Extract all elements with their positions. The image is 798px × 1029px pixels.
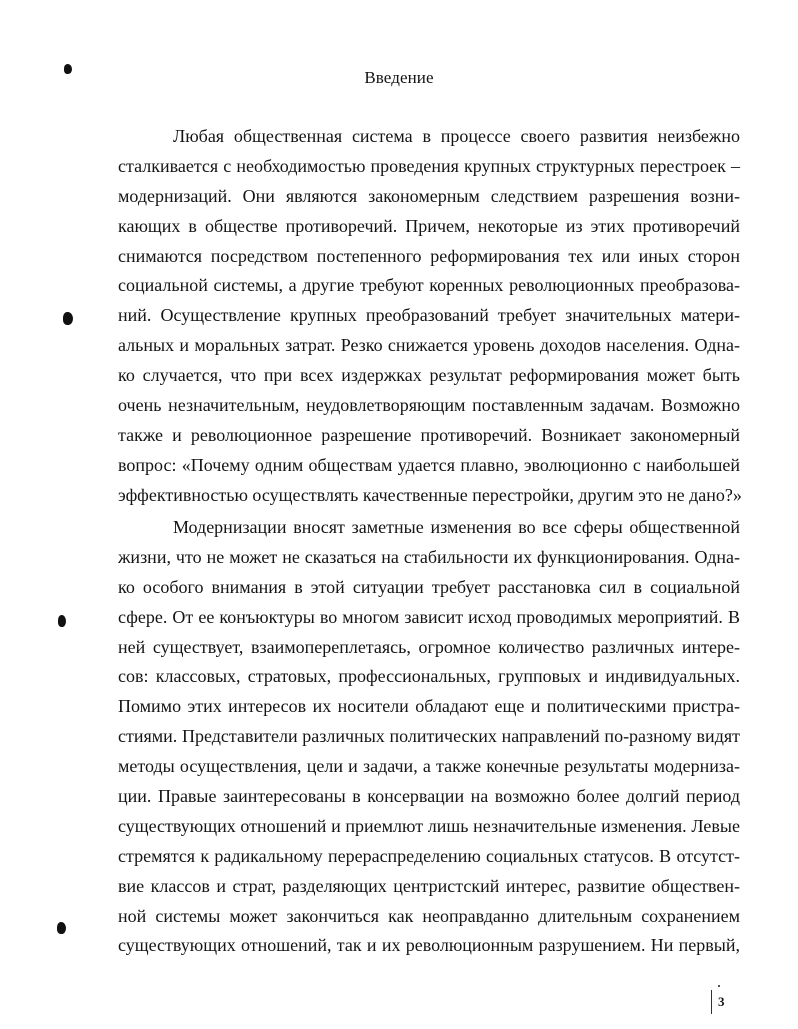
page-number: 3 <box>711 990 725 1014</box>
text-line: существующих отношений, так и их революционным разрушением. Ни первый, <box>118 935 740 956</box>
text-line: сталкивается с необходимостью проведения крупных структурных перестроек – <box>118 155 740 176</box>
text-line: вие классов и страт, разделяющих центристский интерес, развитие обществен- <box>118 875 740 896</box>
punch-hole-mark <box>58 615 66 627</box>
scan-speck <box>718 985 720 987</box>
text-line: кающих в обществе противоречий. Причем, некоторые из этих противоречий <box>118 215 740 236</box>
text-line: ний. Осуществление крупных преобразований требует значительных матери- <box>118 305 740 326</box>
text-line: ной системы может закончиться как неоправданно длительным сохранением <box>118 905 740 926</box>
text-line: ко случается, что при всех издержках результат реформирования может быть <box>118 365 740 386</box>
text-line: ции. Правые заинтересованы в консервации на возможно более долгий период <box>118 786 740 807</box>
text-line: Помимо этих интересов их носители обладают еще и политическими пристра- <box>118 696 740 717</box>
text-line: сфере. От ее конъюктуры во многом зависит исход проводимых мероприятий. В <box>118 606 740 627</box>
text-line: социальной системы, а другие требуют коренных революционных преобразова- <box>118 275 740 296</box>
text-line: ко особого внимания в этой ситуации требует расстановка сил в социальной <box>118 576 740 597</box>
text-line: методы осуществления, цели и задачи, а также конечные результаты модерниза- <box>118 756 740 777</box>
text-line: Модернизации вносят заметные изменения во все сферы общественной <box>173 517 740 537</box>
text-line: стиями. Представители различных политических направлений по-разному видят <box>118 726 740 747</box>
text-line: снимаются посредством постепенного реформирования тех или иных сторон <box>118 245 740 266</box>
text-line: стремятся к радикальному перераспределению социальных статусов. В отсутст- <box>118 845 740 866</box>
text-line: также и революционное разрешение противоречий. Возникает закономерный <box>118 424 740 445</box>
text-line: вопрос: «Почему одним обществам удается плавно, эволюционно с наибольшей <box>118 454 740 475</box>
text-line: ней существует, взаимопереплетаясь, огромное количество различных интере- <box>118 636 740 657</box>
text-line: очень незначительным, неудовлетворяющим поставленным задачам. Возможно <box>118 395 740 416</box>
text-line: жизни, что не может не сказаться на стабильности их функционирования. Одна- <box>118 546 740 567</box>
paragraph-2 <box>118 513 740 961</box>
text-line: альных и моральных затрат. Резко снижается уровень доходов населения. Одна- <box>118 335 740 356</box>
text-line: эффективностью осуществлять качественные перестройки, другим это не дано?» <box>118 484 742 505</box>
paragraph-1 <box>118 122 740 511</box>
page-title: Введение <box>364 68 434 87</box>
text-line: сов: классовых, стратовых, профессиональных, групповых и индивидуальных. <box>118 666 740 687</box>
punch-hole-mark <box>63 312 73 325</box>
text-line: существующих отношений и приемлют лишь незначительные изменения. Левые <box>118 815 740 836</box>
text-line: Любая общественная система в процессе своего развития неизбежно <box>173 126 740 146</box>
text-line: модернизаций. Они являются закономерным следствием разрешения возни- <box>118 185 740 206</box>
punch-hole-mark <box>57 922 66 934</box>
